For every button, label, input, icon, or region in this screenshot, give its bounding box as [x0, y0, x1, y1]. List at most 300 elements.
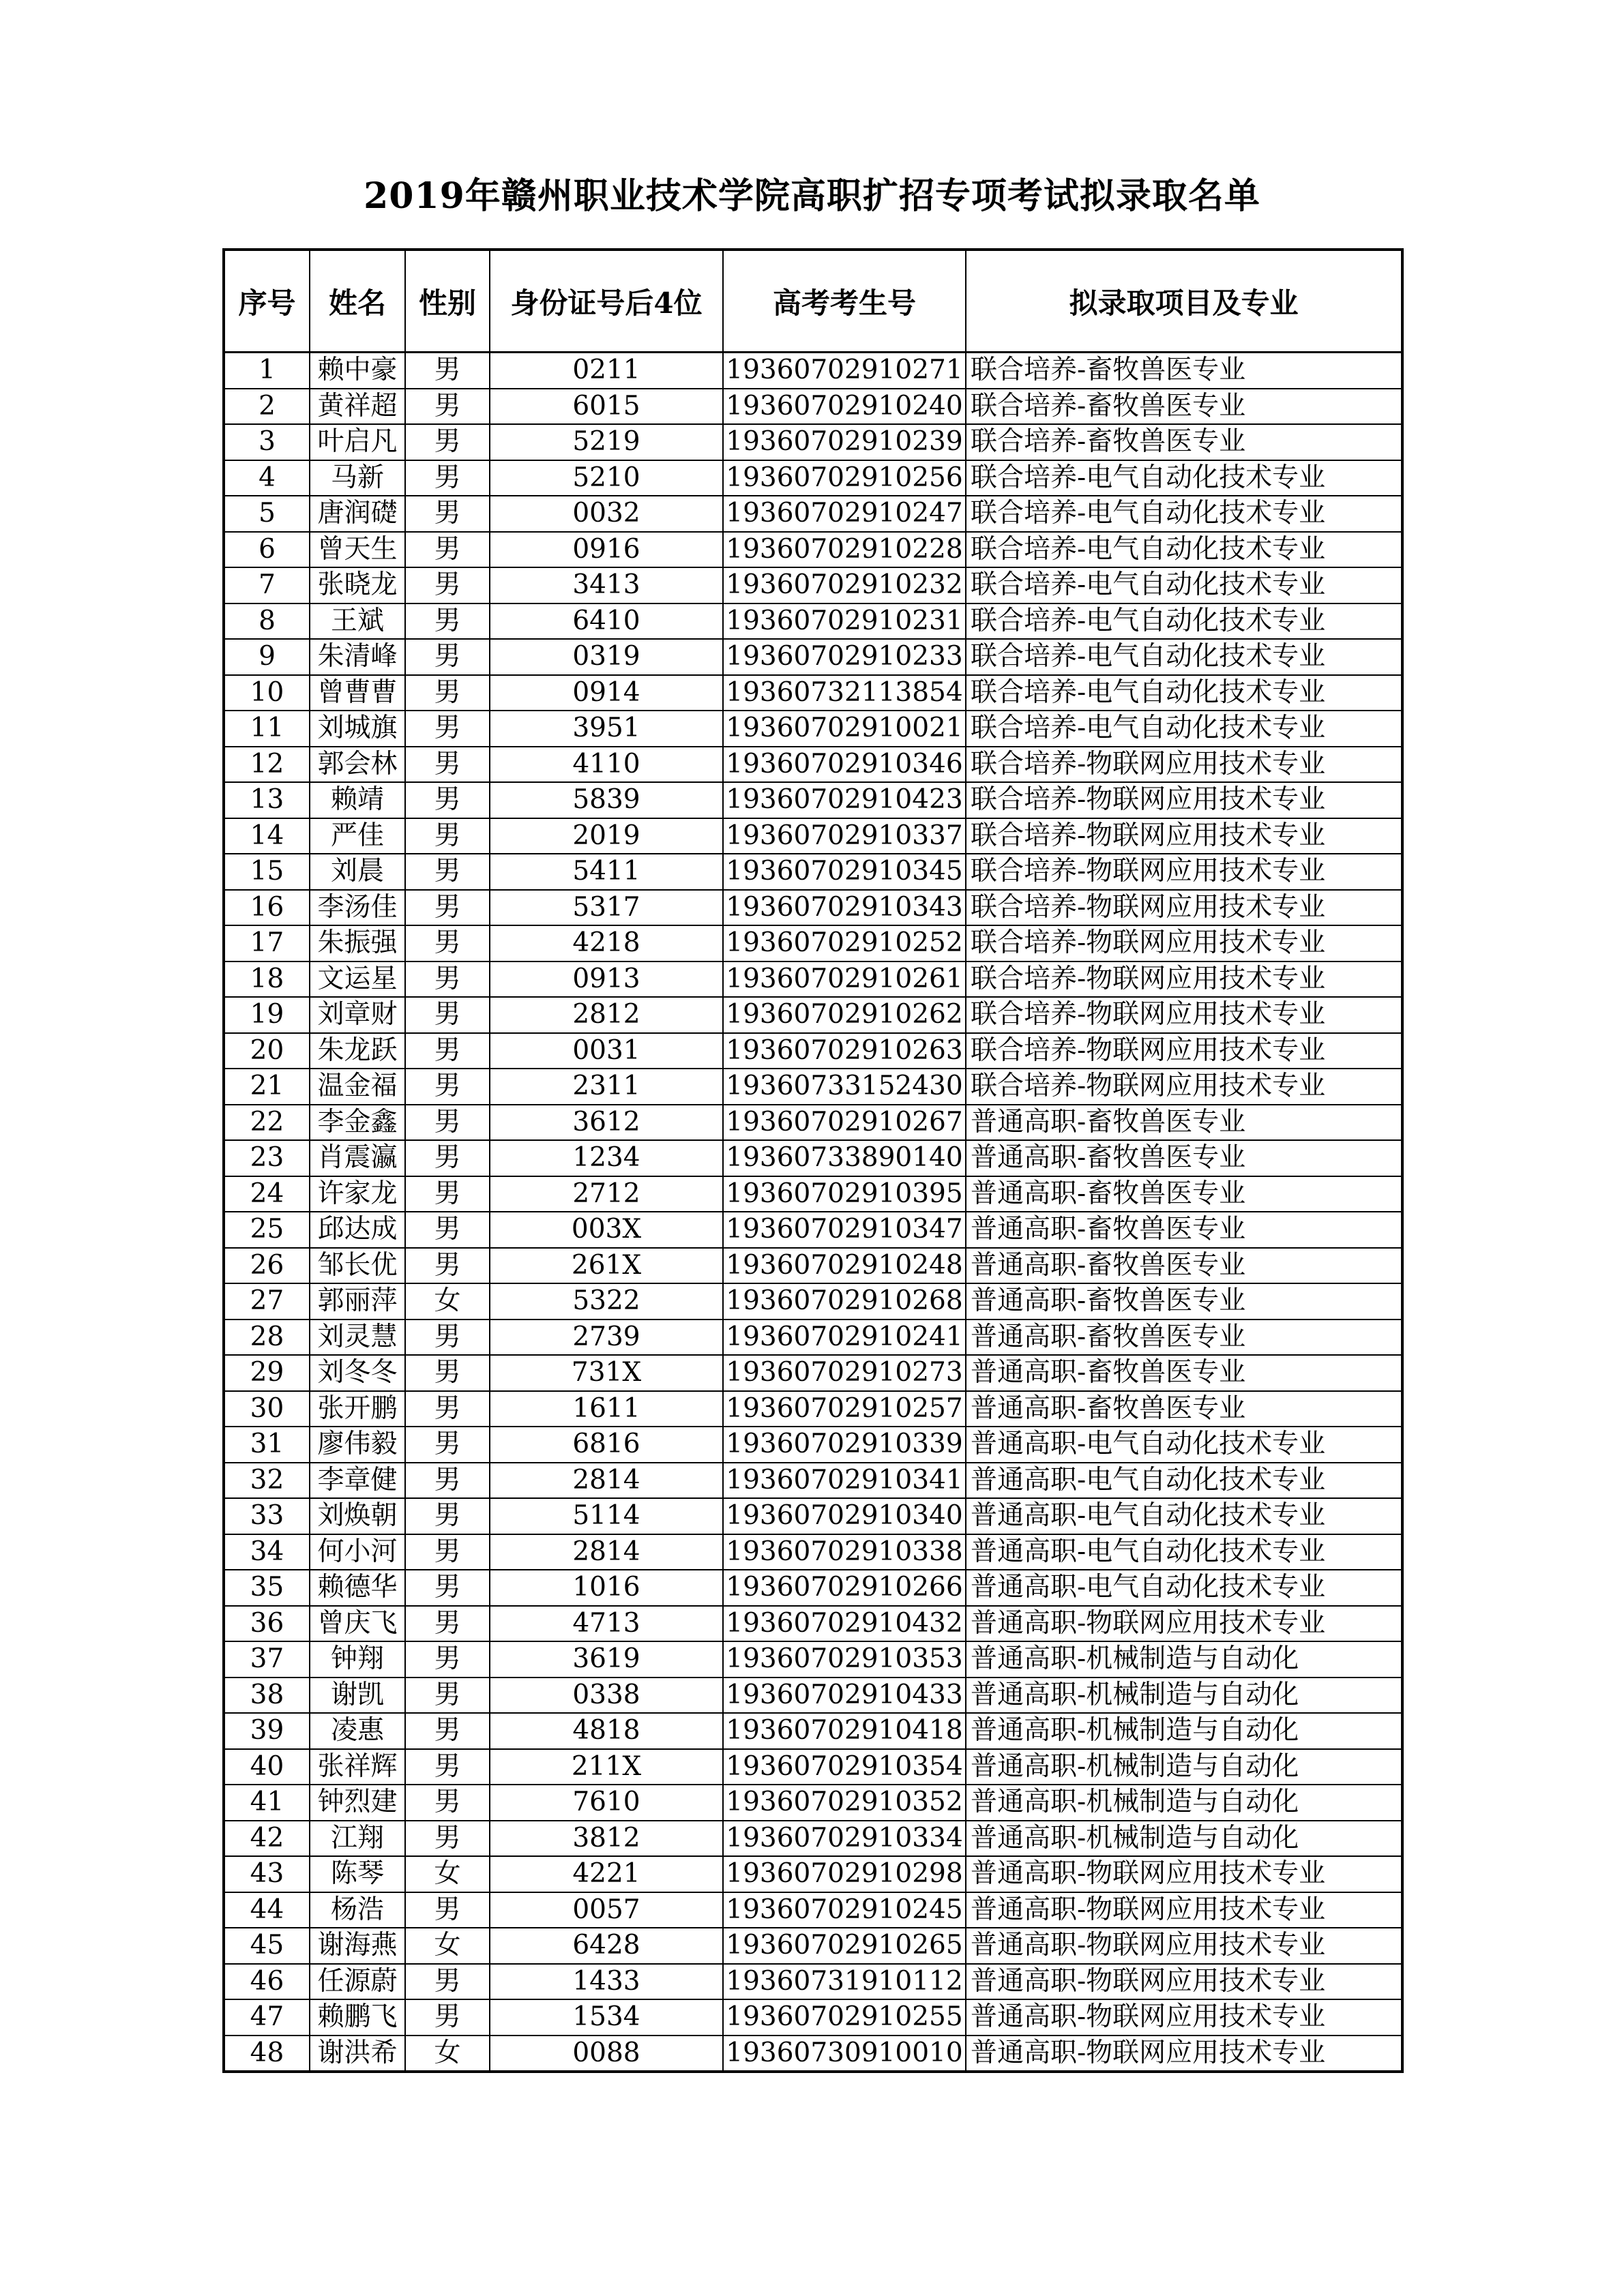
cell-id-last4: 261X	[490, 1248, 723, 1284]
table-row	[224, 997, 1402, 1033]
cell-exam-number: 19360732113854	[723, 675, 966, 711]
cell-id-last4: 6410	[490, 603, 723, 640]
cell-name: 黄祥超	[310, 389, 405, 425]
cell-program: 普通高职-机械制造与自动化	[966, 1821, 1402, 1857]
cell-gender: 男	[405, 1534, 490, 1570]
cell-exam-number: 19360702910262	[723, 997, 966, 1033]
cell-index: 8	[224, 603, 310, 640]
cell-name: 陈琴	[310, 1856, 405, 1892]
cell-index: 38	[224, 1678, 310, 1714]
cell-id-last4: 2019	[490, 818, 723, 854]
cell-gender: 男	[405, 389, 490, 425]
cell-id-last4: 3812	[490, 1821, 723, 1857]
cell-index: 36	[224, 1606, 310, 1642]
cell-name: 郭会林	[310, 747, 405, 783]
cell-id-last4: 5210	[490, 460, 723, 496]
cell-exam-number: 19360702910338	[723, 1534, 966, 1570]
cell-exam-number: 19360702910267	[723, 1105, 966, 1141]
cell-program: 普通高职-物联网应用技术专业	[966, 1856, 1402, 1892]
cell-index: 3	[224, 424, 310, 460]
cell-index: 23	[224, 1140, 310, 1176]
cell-name: 赖中豪	[310, 353, 405, 389]
cell-program: 普通高职-物联网应用技术专业	[966, 2036, 1402, 2072]
table-row	[224, 1892, 1402, 1928]
cell-name: 任源蔚	[310, 1964, 405, 2000]
cell-index: 12	[224, 747, 310, 783]
cell-gender: 男	[405, 567, 490, 603]
table-body	[224, 353, 1402, 2072]
table-row	[224, 1391, 1402, 1427]
column-header-id-last4: 身份证号后4位	[490, 250, 723, 353]
cell-id-last4: 3951	[490, 711, 723, 747]
cell-id-last4: 1433	[490, 1964, 723, 2000]
cell-name: 谢洪希	[310, 2036, 405, 2072]
cell-index: 39	[224, 1713, 310, 1749]
cell-id-last4: 0057	[490, 1892, 723, 1928]
cell-id-last4: 5411	[490, 854, 723, 890]
cell-gender: 男	[405, 1463, 490, 1499]
table-row	[224, 925, 1402, 961]
cell-program: 普通高职-畜牧兽医专业	[966, 1320, 1402, 1356]
cell-id-last4: 3413	[490, 567, 723, 603]
cell-gender: 男	[405, 1105, 490, 1141]
table-row	[224, 353, 1402, 389]
cell-exam-number: 19360702910340	[723, 1498, 966, 1534]
cell-id-last4: 5839	[490, 782, 723, 818]
cell-gender: 男	[405, 1713, 490, 1749]
cell-index: 2	[224, 389, 310, 425]
cell-gender: 男	[405, 854, 490, 890]
cell-id-last4: 2712	[490, 1176, 723, 1212]
cell-index: 13	[224, 782, 310, 818]
cell-index: 5	[224, 496, 310, 532]
cell-name: 刘城旗	[310, 711, 405, 747]
table-row	[224, 1856, 1402, 1892]
cell-program: 联合培养-物联网应用技术专业	[966, 890, 1402, 926]
cell-gender: 男	[405, 961, 490, 998]
cell-name: 张晓龙	[310, 567, 405, 603]
cell-index: 25	[224, 1212, 310, 1248]
table-row	[224, 961, 1402, 998]
cell-exam-number: 19360733890140	[723, 1140, 966, 1176]
cell-gender: 男	[405, 675, 490, 711]
cell-id-last4: 0913	[490, 961, 723, 998]
cell-id-last4: 731X	[490, 1355, 723, 1391]
table-row	[224, 782, 1402, 818]
cell-gender: 男	[405, 747, 490, 783]
cell-id-last4: 6428	[490, 1928, 723, 1964]
cell-name: 王斌	[310, 603, 405, 640]
cell-name: 朱振强	[310, 925, 405, 961]
cell-index: 37	[224, 1641, 310, 1678]
cell-name: 谢凯	[310, 1678, 405, 1714]
cell-exam-number: 19360702910352	[723, 1785, 966, 1821]
cell-program: 联合培养-电气自动化技术专业	[966, 567, 1402, 603]
table-row	[224, 854, 1402, 890]
cell-id-last4: 5322	[490, 1283, 723, 1320]
cell-index: 45	[224, 1928, 310, 1964]
cell-id-last4: 211X	[490, 1749, 723, 1785]
cell-name: 谢海燕	[310, 1928, 405, 1964]
cell-gender: 男	[405, 603, 490, 640]
cell-name: 李金鑫	[310, 1105, 405, 1141]
cell-exam-number: 19360702910395	[723, 1176, 966, 1212]
cell-name: 张开鹏	[310, 1391, 405, 1427]
cell-index: 31	[224, 1427, 310, 1463]
cell-exam-number: 19360730910010	[723, 2036, 966, 2072]
cell-program: 联合培养-物联网应用技术专业	[966, 961, 1402, 998]
cell-program: 普通高职-物联网应用技术专业	[966, 1964, 1402, 2000]
column-header-index: 序号	[224, 250, 310, 353]
cell-index: 47	[224, 1999, 310, 2036]
cell-program: 普通高职-物联网应用技术专业	[966, 1928, 1402, 1964]
cell-gender: 女	[405, 1283, 490, 1320]
table-row	[224, 711, 1402, 747]
cell-index: 22	[224, 1105, 310, 1141]
table-row	[224, 639, 1402, 675]
cell-exam-number: 19360702910418	[723, 1713, 966, 1749]
cell-exam-number: 19360702910239	[723, 424, 966, 460]
cell-name: 赖靖	[310, 782, 405, 818]
cell-index: 10	[224, 675, 310, 711]
table-row	[224, 1105, 1402, 1141]
table-row	[224, 1964, 1402, 2000]
cell-program: 联合培养-电气自动化技术专业	[966, 711, 1402, 747]
cell-program: 联合培养-畜牧兽医专业	[966, 389, 1402, 425]
cell-name: 肖震瀛	[310, 1140, 405, 1176]
cell-exam-number: 19360702910232	[723, 567, 966, 603]
cell-gender: 男	[405, 639, 490, 675]
cell-exam-number: 19360702910240	[723, 389, 966, 425]
cell-exam-number: 19360702910271	[723, 353, 966, 389]
cell-name: 邹长优	[310, 1248, 405, 1284]
cell-program: 普通高职-畜牧兽医专业	[966, 1391, 1402, 1427]
cell-program: 联合培养-物联网应用技术专业	[966, 1033, 1402, 1069]
table-row	[224, 1713, 1402, 1749]
cell-gender: 男	[405, 496, 490, 532]
cell-id-last4: 0319	[490, 639, 723, 675]
table-row	[224, 1033, 1402, 1069]
cell-program: 联合培养-电气自动化技术专业	[966, 639, 1402, 675]
cell-exam-number: 19360702910339	[723, 1427, 966, 1463]
table-row	[224, 603, 1402, 640]
cell-exam-number: 19360702910228	[723, 532, 966, 568]
admission-table	[222, 248, 1404, 2073]
cell-index: 48	[224, 2036, 310, 2072]
cell-index: 46	[224, 1964, 310, 2000]
cell-gender: 男	[405, 818, 490, 854]
cell-exam-number: 19360702910241	[723, 1320, 966, 1356]
cell-gender: 男	[405, 1999, 490, 2036]
table-row	[224, 1570, 1402, 1606]
cell-gender: 男	[405, 1606, 490, 1642]
cell-program: 联合培养-畜牧兽医专业	[966, 424, 1402, 460]
cell-id-last4: 6816	[490, 1427, 723, 1463]
cell-index: 34	[224, 1534, 310, 1570]
cell-name: 钟烈建	[310, 1785, 405, 1821]
column-header-gender: 性别	[405, 250, 490, 353]
table-row	[224, 496, 1402, 532]
cell-name: 曾庆飞	[310, 1606, 405, 1642]
cell-id-last4: 0211	[490, 353, 723, 389]
cell-id-last4: 0088	[490, 2036, 723, 2072]
cell-program: 联合培养-物联网应用技术专业	[966, 818, 1402, 854]
cell-index: 30	[224, 1391, 310, 1427]
table-row	[224, 747, 1402, 783]
cell-index: 18	[224, 961, 310, 998]
cell-index: 29	[224, 1355, 310, 1391]
cell-program: 普通高职-电气自动化技术专业	[966, 1463, 1402, 1499]
cell-gender: 男	[405, 1678, 490, 1714]
cell-gender: 男	[405, 353, 490, 389]
cell-index: 14	[224, 818, 310, 854]
cell-index: 33	[224, 1498, 310, 1534]
cell-gender: 男	[405, 1320, 490, 1356]
cell-name: 杨浩	[310, 1892, 405, 1928]
cell-index: 15	[224, 854, 310, 890]
cell-program: 普通高职-畜牧兽医专业	[966, 1355, 1402, 1391]
cell-program: 普通高职-畜牧兽医专业	[966, 1105, 1402, 1141]
cell-id-last4: 6015	[490, 389, 723, 425]
cell-gender: 男	[405, 1391, 490, 1427]
cell-exam-number: 19360702910231	[723, 603, 966, 640]
cell-id-last4: 1534	[490, 1999, 723, 2036]
cell-name: 郭丽萍	[310, 1283, 405, 1320]
cell-exam-number: 19360702910273	[723, 1355, 966, 1391]
cell-index: 17	[224, 925, 310, 961]
cell-program: 普通高职-电气自动化技术专业	[966, 1498, 1402, 1534]
cell-name: 江翔	[310, 1821, 405, 1857]
cell-name: 曾曹曹	[310, 675, 405, 711]
cell-id-last4: 2812	[490, 997, 723, 1033]
table-row	[224, 1283, 1402, 1320]
cell-exam-number: 19360702910433	[723, 1678, 966, 1714]
cell-gender: 男	[405, 1785, 490, 1821]
cell-name: 刘灵慧	[310, 1320, 405, 1356]
table-row	[224, 1606, 1402, 1642]
cell-name: 刘晨	[310, 854, 405, 890]
cell-program: 普通高职-物联网应用技术专业	[966, 1606, 1402, 1642]
cell-index: 19	[224, 997, 310, 1033]
cell-index: 42	[224, 1821, 310, 1857]
table-row	[224, 1140, 1402, 1176]
cell-gender: 男	[405, 1964, 490, 2000]
cell-id-last4: 0031	[490, 1033, 723, 1069]
cell-gender: 男	[405, 1427, 490, 1463]
cell-index: 24	[224, 1176, 310, 1212]
table-row	[224, 818, 1402, 854]
cell-id-last4: 5114	[490, 1498, 723, 1534]
table-row	[224, 424, 1402, 460]
cell-exam-number: 19360702910347	[723, 1212, 966, 1248]
cell-id-last4: 4713	[490, 1606, 723, 1642]
cell-id-last4: 5219	[490, 424, 723, 460]
cell-program: 普通高职-机械制造与自动化	[966, 1749, 1402, 1785]
cell-program: 联合培养-物联网应用技术专业	[966, 747, 1402, 783]
cell-name: 凌惠	[310, 1713, 405, 1749]
cell-index: 6	[224, 532, 310, 568]
cell-name: 李章健	[310, 1463, 405, 1499]
cell-index: 20	[224, 1033, 310, 1069]
page-title: 2019年赣州职业技术学院高职扩招专项考试拟录取名单	[364, 175, 1260, 217]
cell-gender: 男	[405, 997, 490, 1033]
cell-program: 普通高职-电气自动化技术专业	[966, 1427, 1402, 1463]
cell-gender: 女	[405, 1928, 490, 1964]
cell-gender: 男	[405, 925, 490, 961]
cell-name: 刘章财	[310, 997, 405, 1033]
table-row	[224, 1641, 1402, 1678]
cell-name: 许家龙	[310, 1176, 405, 1212]
cell-name: 赖德华	[310, 1570, 405, 1606]
cell-id-last4: 2814	[490, 1463, 723, 1499]
cell-index: 27	[224, 1283, 310, 1320]
cell-index: 4	[224, 460, 310, 496]
cell-id-last4: 4818	[490, 1713, 723, 1749]
table-row	[224, 1749, 1402, 1785]
cell-exam-number: 19360702910263	[723, 1033, 966, 1069]
cell-gender: 男	[405, 1355, 490, 1391]
cell-exam-number: 19360702910337	[723, 818, 966, 854]
cell-exam-number: 19360702910252	[723, 925, 966, 961]
table-row	[224, 1355, 1402, 1391]
cell-gender: 男	[405, 782, 490, 818]
cell-name: 邱达成	[310, 1212, 405, 1248]
cell-gender: 男	[405, 711, 490, 747]
cell-gender: 男	[405, 1033, 490, 1069]
cell-exam-number: 19360702910268	[723, 1283, 966, 1320]
column-header-program: 拟录取项目及专业	[966, 250, 1402, 353]
cell-index: 21	[224, 1069, 310, 1105]
cell-exam-number: 19360702910298	[723, 1856, 966, 1892]
cell-exam-number: 19360702910256	[723, 460, 966, 496]
cell-index: 43	[224, 1856, 310, 1892]
cell-program: 普通高职-畜牧兽医专业	[966, 1283, 1402, 1320]
cell-id-last4: 3619	[490, 1641, 723, 1678]
cell-name: 钟翔	[310, 1641, 405, 1678]
cell-program: 普通高职-物联网应用技术专业	[966, 1892, 1402, 1928]
table-row	[224, 1928, 1402, 1964]
cell-gender: 女	[405, 2036, 490, 2072]
cell-exam-number: 19360702910021	[723, 711, 966, 747]
cell-exam-number: 19360702910255	[723, 1999, 966, 2036]
cell-program: 普通高职-机械制造与自动化	[966, 1785, 1402, 1821]
cell-id-last4: 4110	[490, 747, 723, 783]
cell-name: 文运星	[310, 961, 405, 998]
cell-name: 朱龙跃	[310, 1033, 405, 1069]
cell-gender: 男	[405, 1212, 490, 1248]
table-row	[224, 1463, 1402, 1499]
cell-exam-number: 19360702910247	[723, 496, 966, 532]
column-header-name: 姓名	[310, 250, 405, 353]
cell-program: 普通高职-畜牧兽医专业	[966, 1212, 1402, 1248]
cell-id-last4: 4218	[490, 925, 723, 961]
cell-exam-number: 19360702910353	[723, 1641, 966, 1678]
column-header-exam-number: 高考考生号	[723, 250, 966, 353]
cell-id-last4: 1611	[490, 1391, 723, 1427]
cell-program: 普通高职-机械制造与自动化	[966, 1713, 1402, 1749]
cell-exam-number: 19360702910257	[723, 1391, 966, 1427]
cell-program: 普通高职-畜牧兽医专业	[966, 1176, 1402, 1212]
table-header-row	[224, 250, 1402, 353]
cell-program: 普通高职-物联网应用技术专业	[966, 1999, 1402, 2036]
table-row	[224, 1678, 1402, 1714]
cell-exam-number: 19360731910112	[723, 1964, 966, 2000]
cell-gender: 男	[405, 890, 490, 926]
cell-name: 张祥辉	[310, 1749, 405, 1785]
cell-index: 28	[224, 1320, 310, 1356]
table-row	[224, 1248, 1402, 1284]
cell-index: 16	[224, 890, 310, 926]
cell-gender: 男	[405, 1498, 490, 1534]
cell-exam-number: 19360702910345	[723, 854, 966, 890]
cell-exam-number: 19360702910261	[723, 961, 966, 998]
cell-program: 联合培养-物联网应用技术专业	[966, 1069, 1402, 1105]
cell-name: 刘焕朝	[310, 1498, 405, 1534]
cell-exam-number: 19360702910245	[723, 1892, 966, 1928]
cell-name: 叶启凡	[310, 424, 405, 460]
cell-program: 联合培养-物联网应用技术专业	[966, 925, 1402, 961]
cell-program: 普通高职-机械制造与自动化	[966, 1678, 1402, 1714]
cell-gender: 男	[405, 460, 490, 496]
cell-id-last4: 3612	[490, 1105, 723, 1141]
cell-program: 联合培养-物联网应用技术专业	[966, 997, 1402, 1033]
cell-exam-number: 19360702910432	[723, 1606, 966, 1642]
cell-gender: 男	[405, 1570, 490, 1606]
cell-name: 何小河	[310, 1534, 405, 1570]
table-row	[224, 460, 1402, 496]
cell-exam-number: 19360702910233	[723, 639, 966, 675]
cell-id-last4: 0914	[490, 675, 723, 711]
cell-id-last4: 4221	[490, 1856, 723, 1892]
cell-name: 严佳	[310, 818, 405, 854]
table-row	[224, 1320, 1402, 1356]
cell-program: 联合培养-电气自动化技术专业	[966, 675, 1402, 711]
cell-gender: 男	[405, 1176, 490, 1212]
table-row	[224, 1534, 1402, 1570]
cell-gender: 女	[405, 1856, 490, 1892]
cell-program: 普通高职-机械制造与自动化	[966, 1641, 1402, 1678]
cell-program: 联合培养-物联网应用技术专业	[966, 782, 1402, 818]
cell-program: 联合培养-电气自动化技术专业	[966, 532, 1402, 568]
cell-id-last4: 0338	[490, 1678, 723, 1714]
cell-exam-number: 19360733152430	[723, 1069, 966, 1105]
cell-gender: 男	[405, 1821, 490, 1857]
cell-name: 曾天生	[310, 532, 405, 568]
cell-index: 35	[224, 1570, 310, 1606]
cell-id-last4: 0032	[490, 496, 723, 532]
table-row	[224, 1999, 1402, 2036]
cell-index: 1	[224, 353, 310, 389]
cell-exam-number: 19360702910346	[723, 747, 966, 783]
cell-name: 刘冬冬	[310, 1355, 405, 1391]
cell-name: 李汤佳	[310, 890, 405, 926]
cell-gender: 男	[405, 1892, 490, 1928]
table-row	[224, 1069, 1402, 1105]
cell-exam-number: 19360702910265	[723, 1928, 966, 1964]
cell-id-last4: 2814	[490, 1534, 723, 1570]
cell-program: 普通高职-电气自动化技术专业	[966, 1570, 1402, 1606]
cell-gender: 男	[405, 1641, 490, 1678]
cell-id-last4: 5317	[490, 890, 723, 926]
cell-name: 廖伟毅	[310, 1427, 405, 1463]
cell-id-last4: 003X	[490, 1212, 723, 1248]
cell-index: 40	[224, 1749, 310, 1785]
cell-name: 朱清峰	[310, 639, 405, 675]
cell-program: 联合培养-电气自动化技术专业	[966, 603, 1402, 640]
cell-id-last4: 1234	[490, 1140, 723, 1176]
cell-id-last4: 1016	[490, 1570, 723, 1606]
table-row	[224, 890, 1402, 926]
